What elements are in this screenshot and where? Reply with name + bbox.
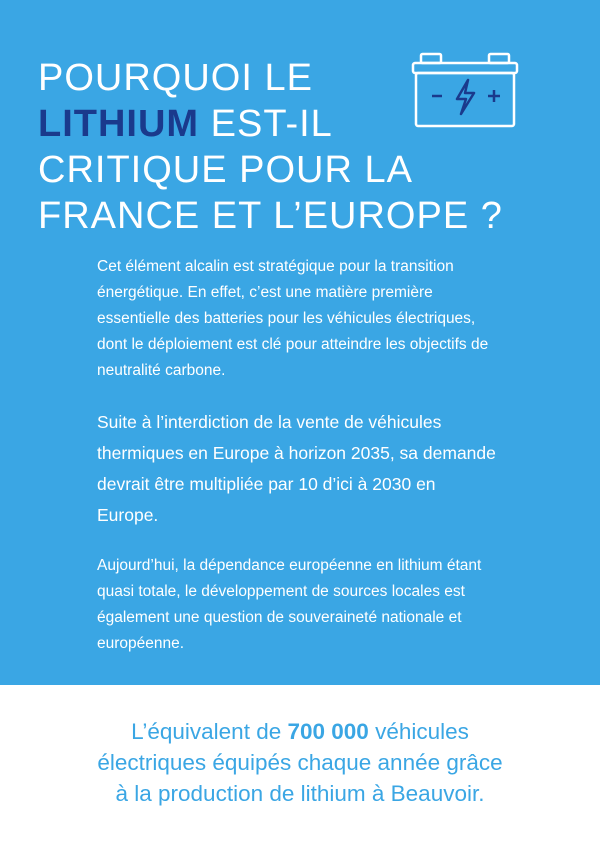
paragraph-strategic: Cet élément alcalin est stratégique pour la transition énergétique. En effet, c’est une matière première essentielle des batteries pour les véhicules électriques, dont le déploiement est clé pour atteindre les objectifs de neutralité carbone. — [97, 258, 489, 379]
footer-suffix: véhicules — [368, 719, 469, 744]
footer-statement — [30, 716, 570, 809]
footer-prefix: L’équivalent de — [131, 719, 288, 744]
paragraph-sovereignty: Aujourd’hui, la dépendance européenne en lithium étant quasi totale, le développement de sources locales est également une question de souveraineté nationale et européenne. — [97, 557, 482, 652]
title-highlight-lithium: LITHIUM — [38, 103, 200, 146]
footer-line-3: à la production de lithium à Beauvoir. — [115, 781, 485, 806]
title-line-2-rest: EST-IL — [199, 103, 333, 146]
battery-icon — [410, 50, 520, 130]
footer-number: 700 000 — [287, 719, 369, 744]
paragraph-demand: Suite à l’interdiction de la vente de véhicules thermiques en Europe à horizon 2035, sa demande devrait être multipliée par 10 d’ici à 2030 en Europe. — [97, 412, 496, 525]
title-line-1: POURQUOI LE — [38, 57, 313, 100]
title-line-3: CRITIQUE POUR LA — [38, 149, 413, 192]
footer-line-1 — [30, 716, 570, 747]
footer-line-2: électriques équipés chaque année grâce — [97, 750, 503, 775]
title-line-4: FRANCE ET L’EUROPE ? — [38, 195, 503, 238]
